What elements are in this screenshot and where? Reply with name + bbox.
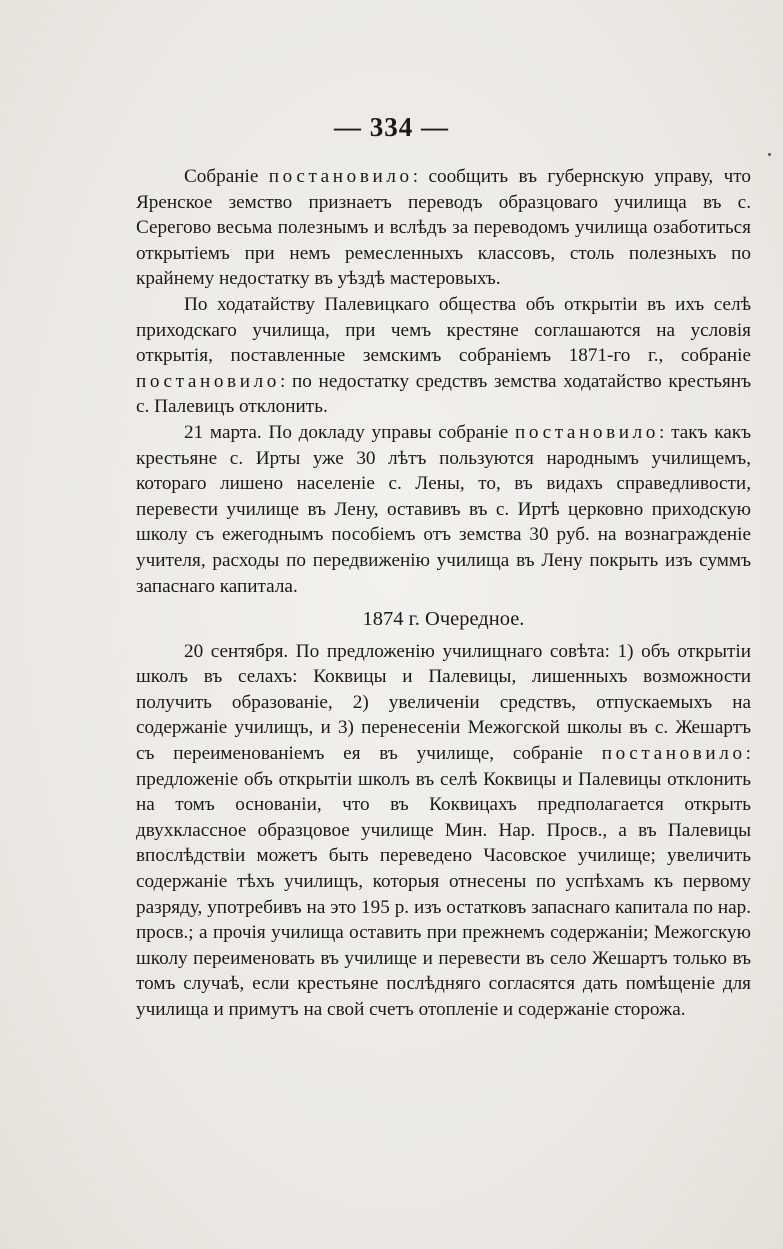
paragraph-palevitsy-petition [136, 292, 751, 420]
paragraph-lead: По ходатайству Палевицкаго общества объ открытіи въ ихъ селѣ приходскаго училища, при чемъ крестяне соглашаются на условія открытія, поставленные земскимъ собраніемъ 1871-го г., собраніе [136, 293, 751, 367]
page-body [136, 164, 751, 1023]
paragraph-body: : по недостатку средствъ земства ходатайство крестьянъ с. Палевицъ отклонить. [136, 370, 751, 418]
paragraph-lead: 21 марта. По докладу управы собраніе [184, 421, 516, 443]
paragraph-lead: 20 сентября. По предложенію училищнаго совѣта: 1) объ открытіи школъ въ селахъ: Коквицы и Палевицы, лишенныхъ возможности получить образованіе, 2) увеличеніи средствъ, отпускаемыхъ на содержаніе училищъ, и 3) перенесеніи Межогской школы въ с. Жешартъ съ переименованіемъ ея въ училище, собраніе [136, 640, 751, 765]
spaced-keyword: постановило [136, 370, 280, 392]
spaced-keyword: постановило [515, 421, 659, 443]
paragraph-body: : такъ какъ крестьяне с. Ирты уже 30 лѣтъ пользуются народнымъ училищемъ, котораго лишено населеніе с. Лены, то, въ видахъ справедливости, перевести училище въ Лену, оставивъ въ с. Иртѣ церковно приходскую школу съ ежегоднымъ пособіемъ отъ земства 30 руб. на вознагражденіе учителя, расходы по передвиженію училища въ Лену покрыть изъ суммъ запаснаго капитала. [136, 421, 751, 597]
spaced-keyword: постановило [268, 166, 413, 187]
page-number: — 334 — [334, 112, 449, 142]
paragraph-resolution-seregovo [136, 164, 751, 292]
paragraph-march-21 [136, 420, 751, 599]
margin-mark [768, 153, 771, 156]
section-heading: 1874 г. Очередное. [362, 608, 525, 631]
paragraph-body: : сообщить въ губернскую управу, что Яренское земство признаетъ переводъ образцоваго училища въ с. Серегово весьма полезнымъ и вслѣдъ за переводомъ училища озаботиться открытіемъ при немъ ремесленныхъ классовъ, столь полезныхъ по крайнему недостатку въ уѣздѣ мастеровыхъ. [136, 166, 751, 290]
paragraph-september-20 [136, 639, 751, 1023]
paragraph-lead: Собраніе [184, 166, 269, 187]
spaced-keyword: постановило [601, 743, 746, 765]
paragraph-body: : предложеніе объ открытіи школъ въ селѣ Коквицы и Палевицы отклонить на томъ основаніи, что въ Коквицахъ предполагается открыть двухклассное образцовое училище Мин. Нар. Просв., а въ Палевицы впослѣдствіи можетъ быть переведено Часовское училище; увеличить содержаніе тѣхъ училищъ, которыя отнесены по успѣхамъ къ первому разряду, употребивъ на это 195 р. изъ остатковъ запаснаго капитала по нар. просв.; а прочія училища оставить при прежнемъ содержаніи; Межогскую школу переименовать въ училище и перевести въ село Жешартъ только въ томъ случаѣ, если крестьяне послѣдняго согласятся дать помѣщеніе для училища и примутъ на свой счетъ отопленіе и содержаніе сторожа. [136, 743, 751, 1020]
